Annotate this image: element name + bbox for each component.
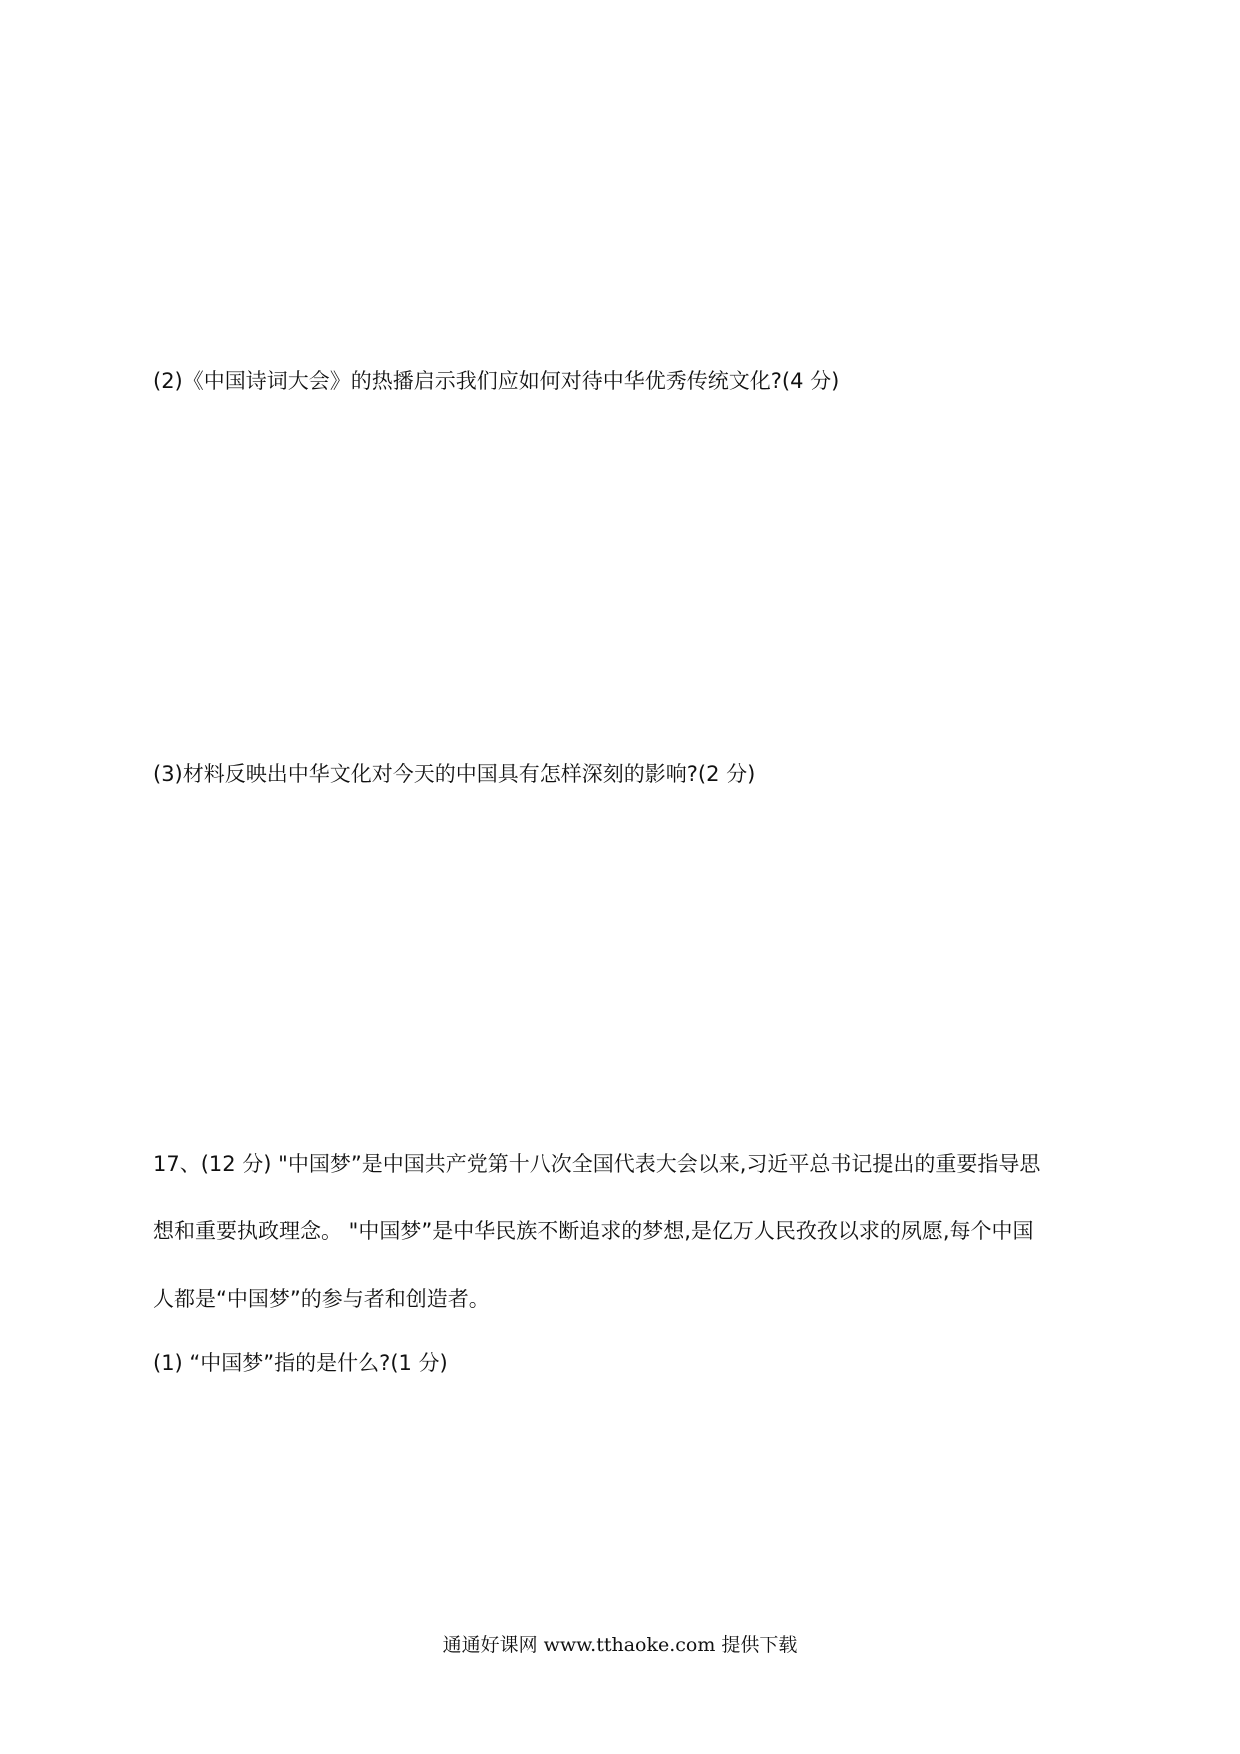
question-17-sub-1: (1) “中国梦”指的是什么?(1 分) (153, 1351, 448, 1375)
question-3-text: (3)材料反映出中华文化对今天的中国具有怎样深刻的影响?(2 分) (153, 762, 756, 786)
page-footer: 通通好课网 www.tthaoke.com 提供下载 (442, 1634, 798, 1656)
question-17-line-2: 想和重要执政理念。 "中国梦”是中华民族不断追求的梦想,是亿万人民孜孜以求的夙愿,每个中国 (153, 1219, 1034, 1243)
question-17-line-1: 17、(12 分) "中国梦”是中国共产党第十八次全国代表大会以来,习近平总书记提出的重要指导思 (153, 1152, 1041, 1176)
question-17-line-3: 人都是“中国梦”的参与者和创造者。 (153, 1287, 490, 1311)
question-2-text: (2)《中国诗词大会》的热播启示我们应如何对待中华优秀传统文化?(4 分) (153, 369, 840, 393)
